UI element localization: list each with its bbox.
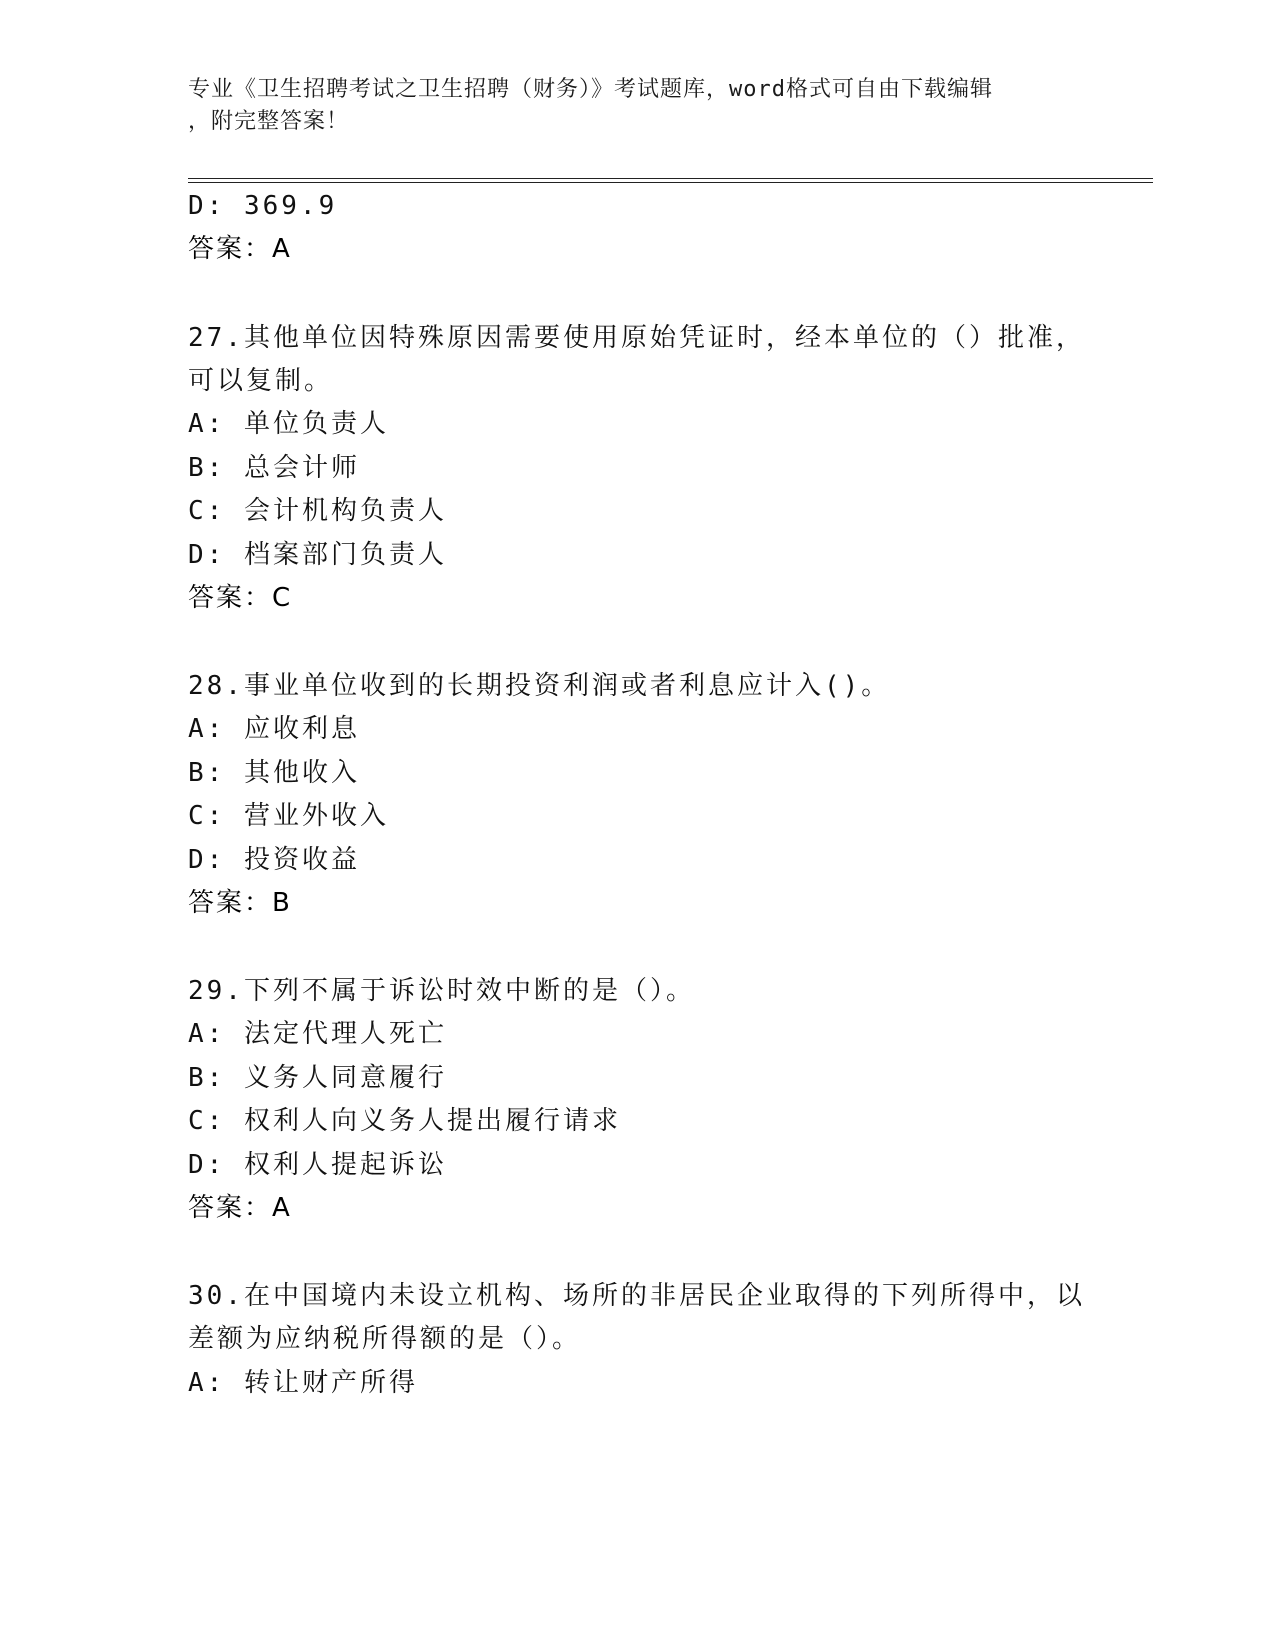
question-27-stem-line-1: 27.其他单位因特殊原因需要使用原始凭证时，经本单位的（）批准， <box>188 323 1085 353</box>
question-28-option-d: D: 投资收益 <box>188 845 360 875</box>
question-29-answer: 答案：A <box>188 1193 292 1223</box>
question-30-stem-line-1: 30.在中国境内未设立机构、场所的非居民企业取得的下列所得中，以 <box>188 1281 1085 1311</box>
option-d: D: 369.9 <box>188 191 338 221</box>
question-27-option-b: B: 总会计师 <box>188 453 360 483</box>
header-line-2: ，附完整答案！ <box>188 109 350 134</box>
answer-label: 答案：A <box>188 234 292 264</box>
question-27-option-d: D: 档案部门负责人 <box>188 540 447 570</box>
question-27-stem-line-2: 可以复制。 <box>188 366 334 396</box>
question-29-stem-line-1: 29.下列不属于诉讼时效中断的是（）。 <box>188 976 695 1006</box>
question-29-option-b: B: 义务人同意履行 <box>188 1063 447 1093</box>
question-28-stem-line-1: 28.事业单位收到的长期投资利润或者利息应计入()。 <box>188 671 891 701</box>
question-27-option-c: C: 会计机构负责人 <box>188 496 447 526</box>
question-29-option-d: D: 权利人提起诉讼 <box>188 1150 447 1180</box>
document-header <box>188 74 1068 138</box>
header-divider-bottom <box>188 182 1153 183</box>
header-divider-top <box>188 178 1153 179</box>
question-27-answer: 答案：C <box>188 583 293 613</box>
question-30-stem-line-2: 差额为应纳税所得额的是（）。 <box>188 1324 582 1354</box>
question-28-option-a: A: 应收利息 <box>188 714 360 744</box>
header-line-1: 专业《卫生招聘考试之卫生招聘（财务）》考试题库，word格式可自由下载编辑 <box>188 77 993 102</box>
question-30-option-a: A: 转让财产所得 <box>188 1368 418 1398</box>
question-27-option-a: A: 单位负责人 <box>188 409 389 439</box>
question-28-option-b: B: 其他收入 <box>188 758 360 788</box>
question-29-option-c: C: 权利人向义务人提出履行请求 <box>188 1106 621 1136</box>
question-28-option-c: C: 营业外收入 <box>188 801 389 831</box>
question-29-option-a: A: 法定代理人死亡 <box>188 1019 447 1049</box>
question-28-answer: 答案：B <box>188 888 292 918</box>
